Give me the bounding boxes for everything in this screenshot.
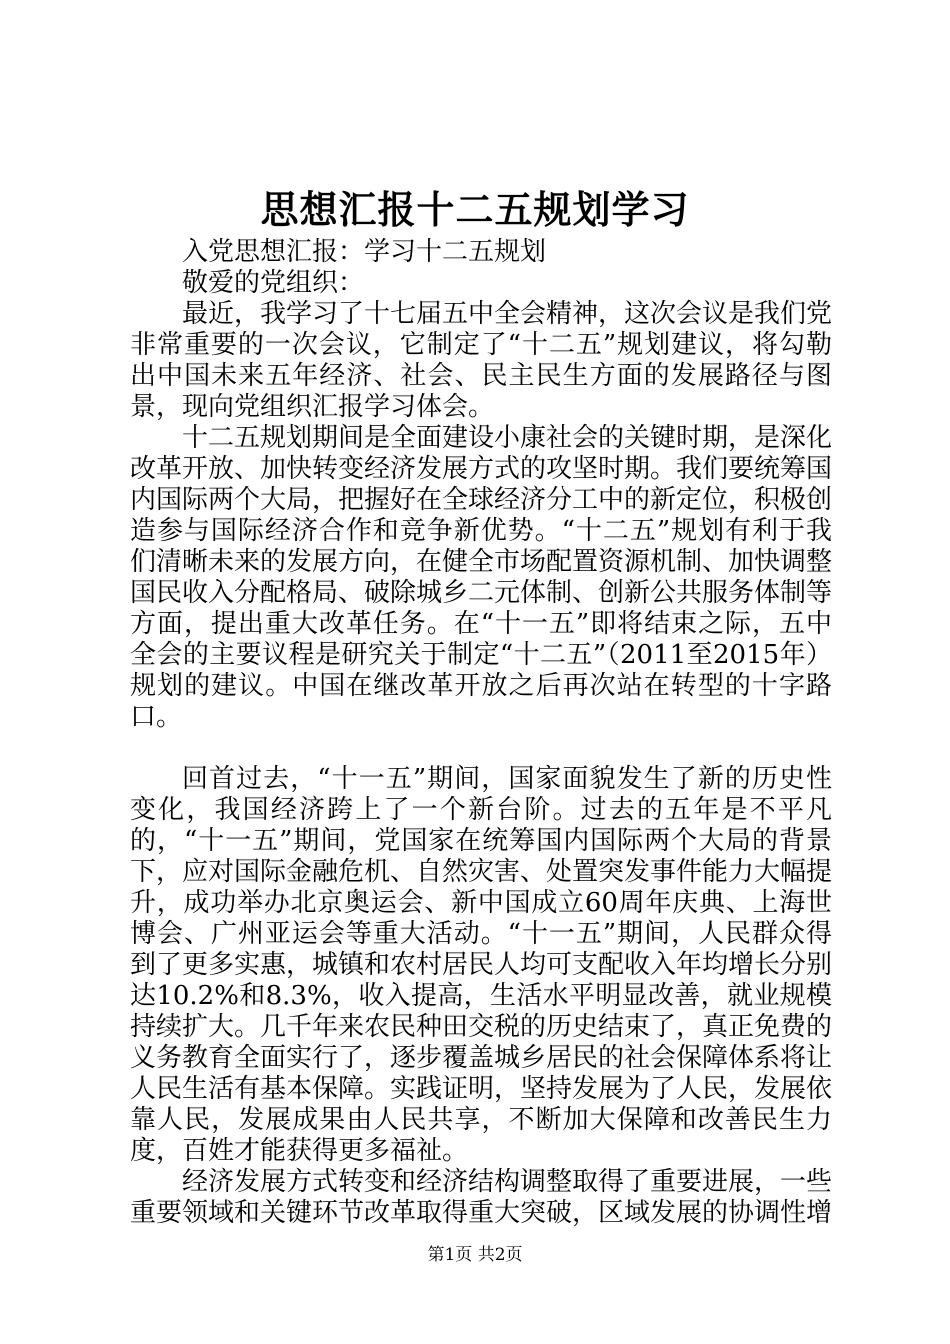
salutation-paragraph: 敬爱的党组织： (182, 268, 365, 298)
body-paragraph: 经济发展方式转变和经济结构调整取得了重要进展，一些重要领域和关键环节改革取得重大突破，区域发展的协调性增 (130, 1167, 833, 1228)
page-footer: 第1页 共2页 (427, 1245, 523, 1265)
body-paragraph: 回首过去，“十一五”期间，国家面貌发生了新的历史性变化，我国经济跨上了一个新台阶。过去的五年是不平凡的，“十一五”期间，党国家在统筹国内国际两个大局的背景下，应对国际金融危机、自然灾害、处置突发事件能力大幅提升，成功举办北京奥运会、新中国成立60周年庆典、上海世博会、广州亚运会等重大活动。“十一五”期间，人民群众得到了更多实惠，城镇和农村居民人均可支配收入年均增长分别达10.2%和8.3%，收入提高，生活水平明显改善，就业规模持续扩大。几千年来农民种田交税的历史结束了，真正免费的义务教育全面实行了，逐步覆盖城乡居民的社会保障体系将让人民生活有基本保障。实践证明，坚持发展为了人民，发展依靠人民，发展成果由人民共享，不断加大保障和改善民生力度，百姓才能获得更多福祉。 (130, 764, 833, 1166)
document-body (130, 237, 832, 1229)
body-paragraph: 最近，我学习了十七届五中全会精神，这次会议是我们党非常重要的一次会议，它制定了“十二五”规划建议，将勾勒出中国未来五年经济、社会、民主民生方面的发展路径与图景，现向党组织汇报学习体会。 (130, 299, 833, 422)
body-paragraph: 十二五规划期间是全面建设小康社会的关键时期，是深化改革开放、加快转变经济发展方式的攻坚时期。我们要统筹国内国际两个大局，把握好在全球经济分工中的新定位，积极创造参与国际经济合作和竞争新优势。“十二五”规划有利于我们清晰未来的发展方向，在健全市场配置资源机制、加快调整国民收入分配格局、破除城乡二元体制、创新公共服务体制等方面，提出重大改革任务。在“十一五”即将结束之际，五中全会的主要议程是研究关于制定“十二五”（2011至2015年）规划的建议。中国在继改革开放之后再次站在转型的十字路口。 (130, 423, 833, 732)
document-title: 思想汇报十二五规划学习 (260, 187, 690, 232)
document-subtitle-paragraph: 入党思想汇报：学习十二五规划 (182, 237, 547, 267)
